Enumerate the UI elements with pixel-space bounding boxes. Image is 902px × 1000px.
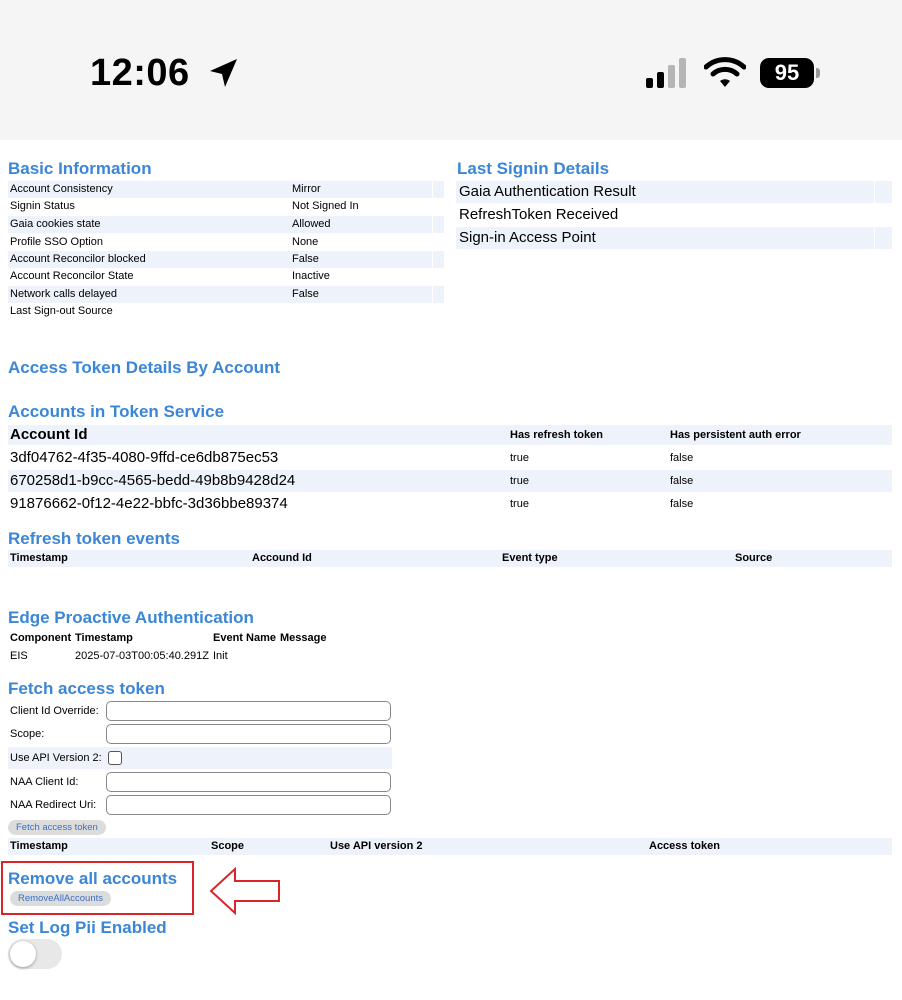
token-service-header bbox=[8, 425, 892, 445]
basic-info-value: Inactive bbox=[292, 270, 330, 282]
fetch-token-title: Fetch access token bbox=[8, 679, 165, 698]
wifi-icon bbox=[704, 56, 746, 88]
basic-info-row bbox=[8, 198, 444, 215]
basic-info-label: Account Consistency bbox=[10, 183, 113, 195]
table-row: 91876662-0f12-4e22-bbfc-3d36bbe89374 true false bbox=[10, 495, 694, 512]
column-account-id: Account Id bbox=[10, 426, 88, 443]
basic-info-value: Allowed bbox=[292, 218, 331, 230]
scope-input[interactable] bbox=[106, 724, 391, 744]
basic-info-label: Profile SSO Option bbox=[10, 236, 103, 248]
basic-info-value: False bbox=[292, 253, 319, 265]
naa-redirect-uri-row: NAA Redirect Uri: bbox=[8, 794, 392, 816]
refresh-events-header: Timestamp Accound Id Event type Source bbox=[8, 550, 892, 567]
last-signin-row: Sign-in Access Point bbox=[456, 227, 892, 249]
annotation-arrow-icon bbox=[208, 866, 282, 916]
basic-info-row bbox=[8, 181, 444, 198]
edge-auth-title: Edge Proactive Authentication bbox=[8, 608, 254, 627]
access-token-details-title: Access Token Details By Account bbox=[8, 358, 281, 377]
battery-level: 95 bbox=[760, 58, 814, 88]
scope-row: Scope: bbox=[8, 723, 392, 745]
toggle-knob bbox=[10, 941, 36, 967]
status-bar bbox=[0, 0, 902, 140]
naa-redirect-uri-input[interactable] bbox=[106, 795, 391, 815]
edge-auth-header: Component Timestamp Event Name Message bbox=[10, 632, 327, 644]
last-signin-title: Last Signin Details bbox=[457, 159, 610, 178]
basic-info-label: Account Reconcilor blocked bbox=[10, 253, 146, 265]
remove-accounts-title: Remove all accounts bbox=[8, 869, 178, 888]
basic-info-row bbox=[8, 251, 444, 268]
basic-info-row bbox=[8, 234, 444, 251]
fetch-access-token-button[interactable]: Fetch access token bbox=[8, 820, 106, 835]
client-id-override-input[interactable] bbox=[106, 701, 391, 721]
table-row: 670258d1-b9cc-4565-bedd-49b8b9428d24 true false bbox=[8, 470, 892, 492]
battery-icon bbox=[760, 58, 820, 88]
naa-client-id-row: NAA Client Id: bbox=[8, 771, 392, 793]
log-pii-title: Set Log Pii Enabled bbox=[8, 918, 167, 937]
last-signin-row: RefreshToken Received bbox=[459, 206, 619, 223]
basic-info-label: Network calls delayed bbox=[10, 288, 117, 300]
basic-info-value: None bbox=[292, 236, 319, 248]
clock-time: 12:06 bbox=[90, 52, 190, 94]
use-api-version-2-checkbox[interactable] bbox=[108, 751, 122, 765]
basic-info-value: False bbox=[292, 288, 319, 300]
log-pii-toggle[interactable] bbox=[8, 939, 62, 969]
basic-info-row bbox=[8, 286, 444, 303]
basic-info-label: Signin Status bbox=[10, 200, 75, 212]
client-id-override-row: Client Id Override: bbox=[8, 700, 392, 722]
use-api-version-2-row: Use API Version 2: bbox=[8, 747, 392, 769]
fetch-token-result-header: Timestamp Scope Use API version 2 Access token bbox=[8, 838, 892, 855]
column-has-persistent-auth-error: Has persistent auth error bbox=[670, 429, 801, 441]
location-arrow-icon bbox=[206, 56, 240, 90]
token-service-title: Accounts in Token Service bbox=[8, 402, 225, 421]
naa-client-id-input[interactable] bbox=[106, 772, 391, 792]
basic-info-title: Basic Information bbox=[8, 159, 152, 178]
cellular-signal-icon bbox=[646, 58, 690, 88]
remove-all-accounts-button[interactable]: RemoveAllAccounts bbox=[10, 891, 111, 906]
basic-info-label: Gaia cookies state bbox=[10, 218, 101, 230]
basic-info-value: Not Signed In bbox=[292, 200, 359, 212]
basic-info-value: Mirror bbox=[292, 183, 321, 195]
column-has-refresh-token: Has refresh token bbox=[510, 429, 603, 441]
basic-info-row bbox=[8, 303, 444, 320]
basic-info-label: Last Sign-out Source bbox=[10, 305, 113, 317]
last-signin-row: Gaia Authentication Result bbox=[456, 181, 892, 203]
table-row: EIS 2025-07-03T00:05:40.291Z Init bbox=[10, 650, 228, 662]
basic-info-label: Account Reconcilor State bbox=[10, 270, 134, 282]
basic-info-row bbox=[8, 268, 444, 285]
basic-info-row bbox=[8, 216, 444, 233]
table-row: 3df04762-4f35-4080-9ffd-ce6db875ec53 true false bbox=[10, 449, 694, 466]
refresh-events-title: Refresh token events bbox=[8, 529, 180, 548]
